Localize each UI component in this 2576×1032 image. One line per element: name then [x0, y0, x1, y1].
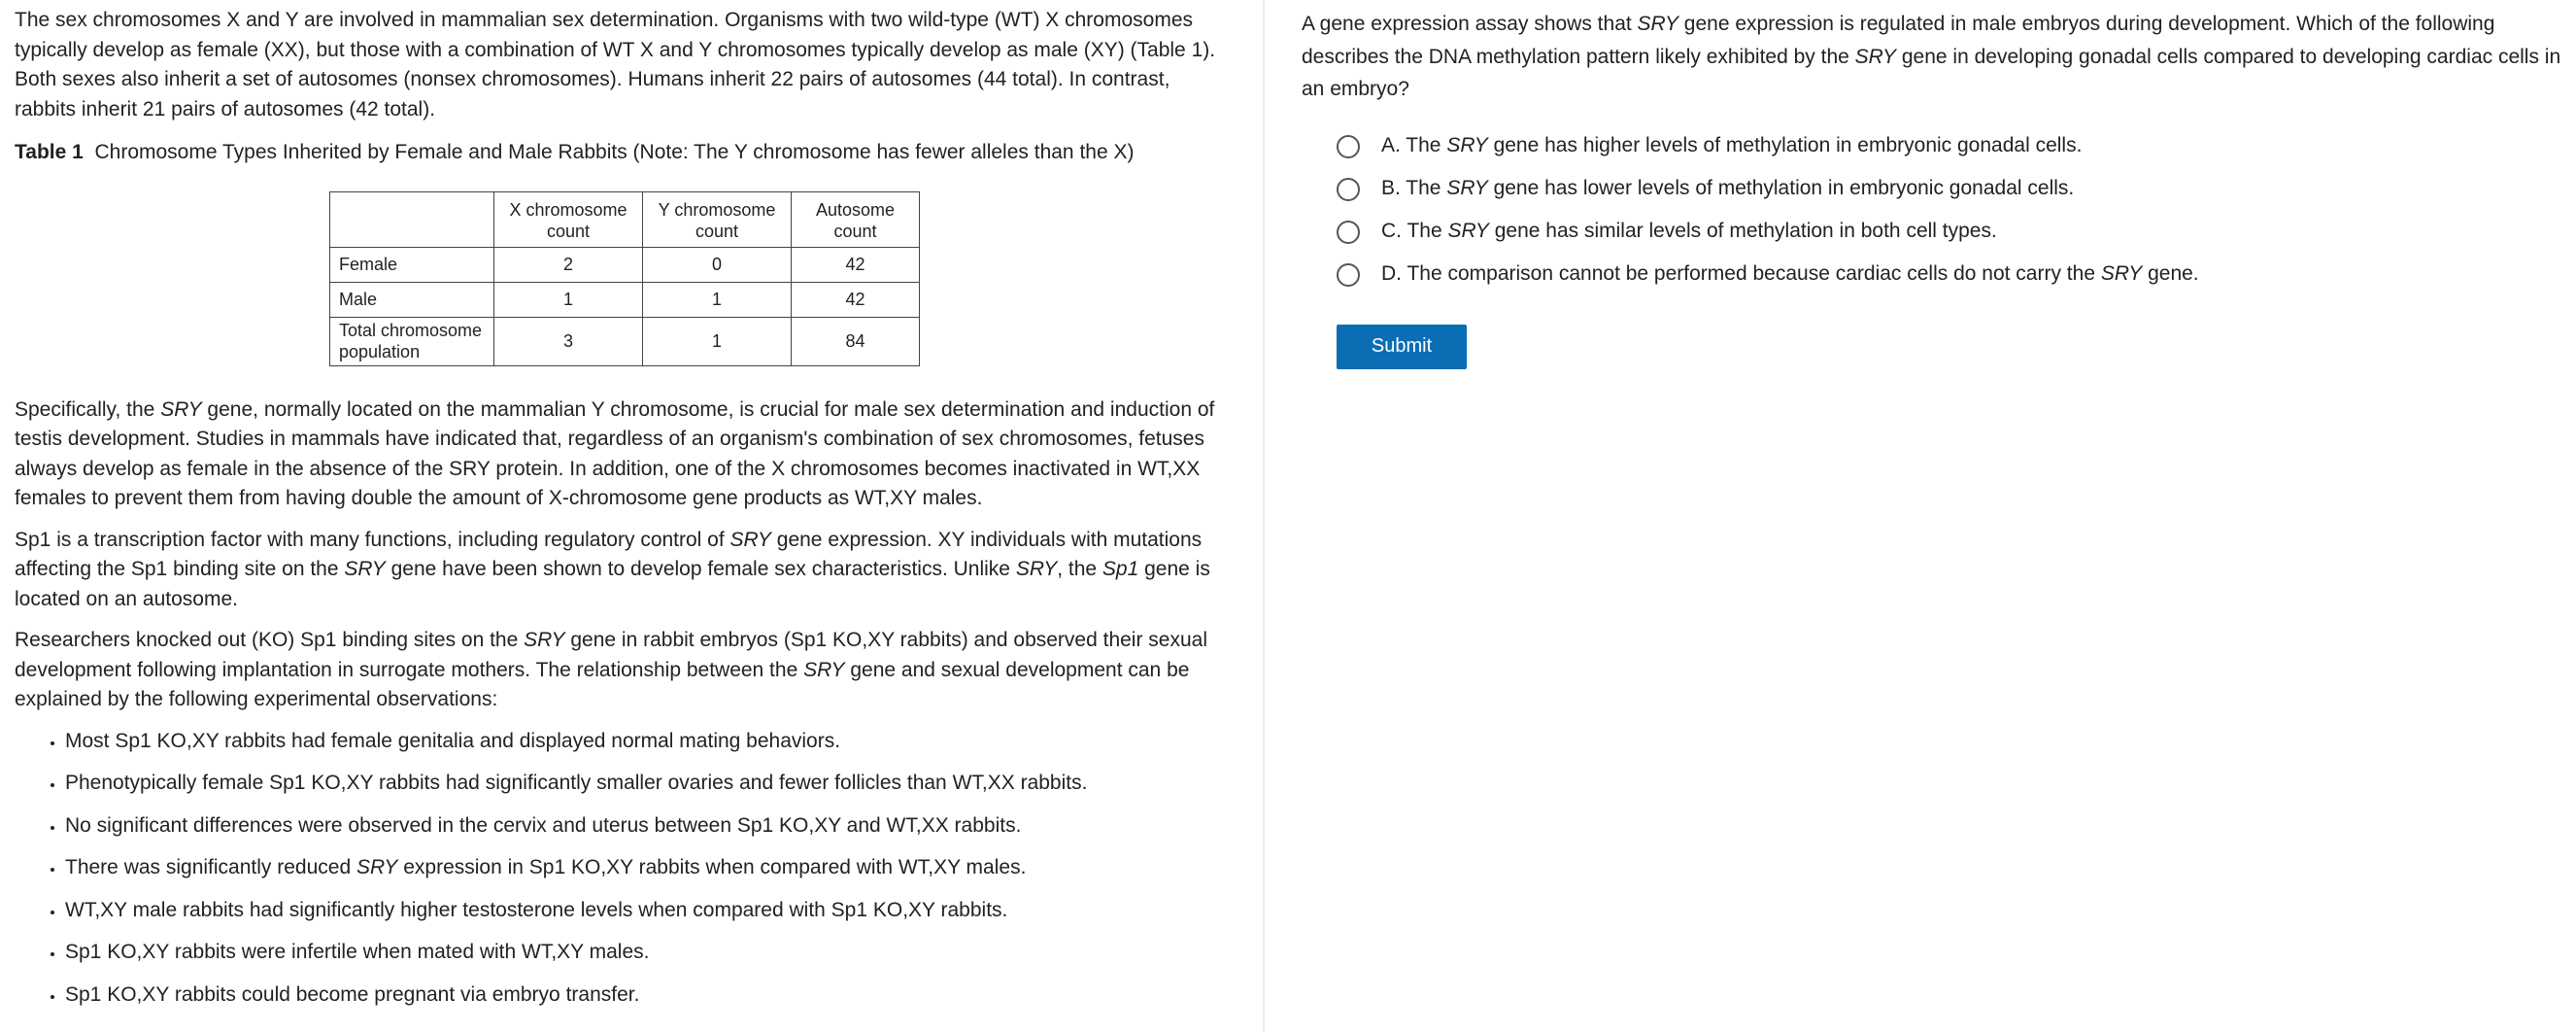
italic-term: SRY [1637, 13, 1678, 35]
table-caption-label: Table 1 [15, 141, 84, 163]
answer-option-c[interactable] [1337, 211, 2576, 254]
italic-term: SRY [1446, 134, 1488, 157]
cell-y: 0 [643, 247, 792, 282]
chromosome-table [329, 191, 920, 366]
table-caption [15, 138, 1232, 168]
cell-y: 1 [643, 282, 792, 317]
list-item: • WT,XY male rabbits had significantly higher testosterone levels when compared with Sp1 KO,XY rabbits. [65, 896, 1232, 925]
italic-term: SRY [803, 658, 845, 681]
col-header-autosome: Autosome count [792, 191, 920, 247]
list-item: • Phenotypically female Sp1 KO,XY rabbits had significantly smaller ovaries and fewer follicles than WT,XX rabbits. [65, 769, 1232, 798]
answer-option-a[interactable] [1337, 125, 2576, 168]
row-label: Female [330, 247, 494, 282]
table-caption-text: Chromosome Types Inherited by Female and Male Rabbits (Note: The Y chromosome has fewer alleles than the X) [83, 141, 1135, 163]
table-corner-cell [330, 191, 494, 247]
list-item: • No significant differences were observed in the cervix and uterus between Sp1 KO,XY and WT,XX rabbits. [65, 811, 1232, 841]
italic-term: SRY [356, 856, 398, 878]
radio-button-icon[interactable] [1337, 221, 1360, 244]
table-row [330, 247, 920, 282]
italic-term: SRY [2100, 262, 2143, 286]
answer-option-b[interactable] [1337, 168, 2576, 211]
row-label: Male [330, 282, 494, 317]
passage-paragraph: Sp1 is a transcription factor with many functions, including regulatory control of SRY gene expression. XY individuals with mutations affecting the Sp1 binding site on the SRY gene have been shown to develop female sex characteristics. Unlike SRY, the Sp1 gene is located on an autosome. [15, 528, 1210, 610]
list-item: • Most Sp1 KO,XY rabbits had female genitalia and displayed normal mating behaviors. [65, 727, 1232, 756]
passage-intro: The sex chromosomes X and Y are involved in mammalian sex determination. Organisms with two wild-type (WT) X chromosomes typically develop as female (XX), but those with a combination of WT X and Y chromosomes typically develop as male (XY) (Table 1). Both sexes also inherit a set of autosomes (nonsex chromosomes). Humans inherit 22 pairs of autosomes (44 total). In contrast, rabbits inherit 21 pairs of autosomes (42 total). [15, 9, 1216, 120]
option-label: B. The SRY gene has lower levels of methylation in embryonic gonadal cells. [1381, 177, 2075, 200]
italic-term: SRY [160, 397, 202, 421]
passage-paragraph: Researchers knocked out (KO) Sp1 binding sites on the SRY gene in rabbit embryos (Sp1 KO,XY rabbits) and observed their sexual development following implantation in surrogate mothers. The relationship between the SRY gene and sexual development can be explained by the following experimental observations: [15, 629, 1208, 710]
radio-button-icon[interactable] [1337, 135, 1360, 158]
passage-paragraph: Specifically, the SRY gene, normally located on the mammalian Y chromosome, is crucial for male sex determination and induction of testis development. Studies in mammals have indicated that, regardless of an organism's combination of sex chromosomes, fetuses always develop as female in the absence of the SRY protein. In addition, one of the X chromosomes becomes inactivated in WT,XX females to prevent them from having double the amount of X-chromosome gene products as WT,XY males. [15, 397, 1215, 509]
italic-term: SRY [344, 558, 386, 580]
italic-term: SRY [1447, 220, 1489, 243]
cell-y: 1 [643, 317, 792, 365]
table-row [330, 317, 920, 365]
list-item: • Sp1 KO,XY rabbits could become pregnant via embryo transfer. [65, 980, 1232, 1010]
col-header-x: X chromosome count [494, 191, 643, 247]
question-panel [1265, 0, 2576, 1032]
radio-button-icon[interactable] [1337, 263, 1360, 287]
option-label: D. The comparison cannot be performed because cardiac cells do not carry the SRY gene. [1381, 262, 2199, 286]
italic-term: SRY [524, 629, 565, 651]
list-item: • Sp1 KO,XY rabbits were infertile when mated with WT,XY males. [65, 938, 1232, 967]
italic-term: SRY [729, 528, 771, 551]
table-header-row [330, 191, 920, 247]
italic-term: SRY [1015, 558, 1058, 580]
italic-term: SRY [1854, 45, 1897, 68]
list-item: • There was significantly reduced SRY expression in Sp1 KO,XY rabbits when compared with WT,XY males. [65, 853, 1232, 882]
table-row [330, 282, 920, 317]
submit-button[interactable]: Submit [1337, 325, 1467, 369]
col-header-y: Y chromosome count [643, 191, 792, 247]
row-label: Total chromosome population [330, 317, 494, 365]
table-wrapper [15, 191, 1232, 366]
answer-option-d[interactable] [1337, 254, 2576, 296]
question-stem: A gene expression assay shows that SRY gene expression is regulated in male embryos during development. Which of the following describes the DNA methylation pattern likely exhibited by the SRY gene in developing gonadal cells compared to developing cardiac cells in an embryo? [1302, 13, 2561, 100]
option-label: C. The SRY gene has similar levels of methylation in both cell types. [1381, 220, 1997, 243]
cell-x: 3 [494, 317, 643, 365]
passage-panel [0, 0, 1232, 1032]
cell-x: 1 [494, 282, 643, 317]
cell-autosome: 84 [792, 317, 920, 365]
observations-list [15, 727, 1232, 1010]
cell-autosome: 42 [792, 247, 920, 282]
italic-term: SRY [1446, 177, 1488, 200]
cell-autosome: 42 [792, 282, 920, 317]
italic-term: Sp1 [1102, 558, 1139, 580]
option-label: A. The SRY gene has higher levels of methylation in embryonic gonadal cells. [1381, 134, 2083, 157]
passage-body [15, 396, 1232, 715]
radio-button-icon[interactable] [1337, 178, 1360, 201]
cell-x: 2 [494, 247, 643, 282]
answer-options [1302, 125, 2576, 296]
